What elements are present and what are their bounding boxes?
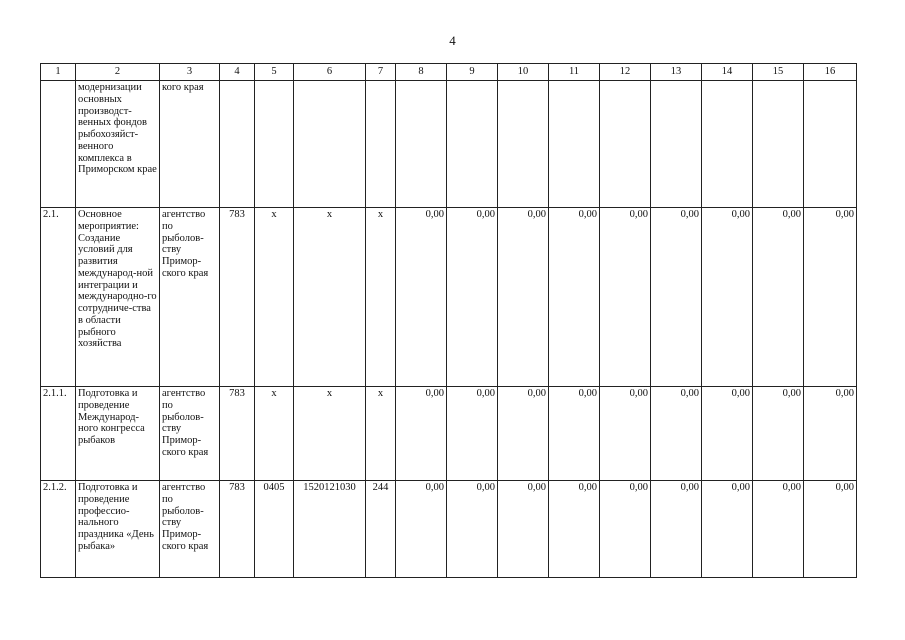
value-cell: 0,00	[549, 481, 600, 578]
column-header: 4	[220, 64, 255, 81]
value-cell: 0,00	[702, 208, 753, 387]
value-cell: 0,00	[396, 387, 447, 481]
column-header: 15	[753, 64, 804, 81]
header-row	[41, 64, 857, 81]
value-cell	[600, 81, 651, 208]
value-cell: 0,00	[447, 208, 498, 387]
code-cell: х	[294, 387, 366, 481]
value-cell	[549, 81, 600, 208]
code-cell: х	[255, 387, 294, 481]
code-cell: 0405	[255, 481, 294, 578]
value-cell: 0,00	[600, 481, 651, 578]
column-header: 14	[702, 64, 753, 81]
column-header: 9	[447, 64, 498, 81]
value-cell	[498, 81, 549, 208]
item-executor: агентство по рыболов-ству Примор-ского края	[160, 208, 220, 387]
value-cell: 0,00	[498, 481, 549, 578]
code-cell: х	[255, 208, 294, 387]
column-header: 5	[255, 64, 294, 81]
value-cell: 0,00	[651, 208, 702, 387]
value-cell	[396, 81, 447, 208]
code-cell: 244	[366, 481, 396, 578]
value-cell: 0,00	[702, 481, 753, 578]
column-header: 13	[651, 64, 702, 81]
item-executor: кого края	[160, 81, 220, 208]
table-row	[41, 81, 857, 208]
code-cell: х	[366, 387, 396, 481]
column-header: 1	[41, 64, 76, 81]
code-cell	[294, 81, 366, 208]
column-header: 3	[160, 64, 220, 81]
item-number	[41, 81, 76, 208]
value-cell	[651, 81, 702, 208]
column-header: 10	[498, 64, 549, 81]
item-executor: агентство по рыболов-ству Примор-ского края	[160, 387, 220, 481]
value-cell: 0,00	[753, 481, 804, 578]
value-cell: 0,00	[753, 208, 804, 387]
code-cell: 783	[220, 387, 255, 481]
code-cell	[220, 81, 255, 208]
value-cell: 0,00	[396, 208, 447, 387]
value-cell: 0,00	[651, 481, 702, 578]
value-cell: 0,00	[447, 481, 498, 578]
value-cell: 0,00	[651, 387, 702, 481]
value-cell: 0,00	[600, 208, 651, 387]
value-cell: 0,00	[804, 481, 857, 578]
column-header: 6	[294, 64, 366, 81]
value-cell: 0,00	[396, 481, 447, 578]
column-header: 2	[76, 64, 160, 81]
item-title: модернизации основных производст-венных фондов рыбохозяйст-венного комплекса в Приморском крае	[76, 81, 160, 208]
code-cell: 783	[220, 481, 255, 578]
value-cell: 0,00	[600, 387, 651, 481]
value-cell: 0,00	[498, 208, 549, 387]
value-cell	[702, 81, 753, 208]
code-cell: х	[366, 208, 396, 387]
value-cell	[447, 81, 498, 208]
table-row	[41, 387, 857, 481]
item-title: Основное мероприятие: Создание условий для развития международ-ной интеграции и международно-го сотрудниче-ства в области рыбного хозяйства	[76, 208, 160, 387]
value-cell: 0,00	[804, 208, 857, 387]
column-header: 12	[600, 64, 651, 81]
code-cell	[255, 81, 294, 208]
value-cell: 0,00	[702, 387, 753, 481]
value-cell	[804, 81, 857, 208]
value-cell: 0,00	[447, 387, 498, 481]
value-cell: 0,00	[753, 387, 804, 481]
code-cell: х	[294, 208, 366, 387]
code-cell	[366, 81, 396, 208]
value-cell: 0,00	[498, 387, 549, 481]
value-cell: 0,00	[549, 387, 600, 481]
budget-table	[40, 63, 857, 578]
code-cell: 783	[220, 208, 255, 387]
table-row	[41, 481, 857, 578]
column-header: 7	[366, 64, 396, 81]
code-cell: 1520121030	[294, 481, 366, 578]
table-row	[41, 208, 857, 387]
value-cell	[753, 81, 804, 208]
item-number: 2.1.1.	[41, 387, 76, 481]
page-number: 4	[449, 33, 456, 48]
item-title: Подготовка и проведение Международ-ного конгресса рыбаков	[76, 387, 160, 481]
column-header: 11	[549, 64, 600, 81]
item-number: 2.1.	[41, 208, 76, 387]
value-cell: 0,00	[804, 387, 857, 481]
value-cell: 0,00	[549, 208, 600, 387]
column-header: 16	[804, 64, 857, 81]
item-number: 2.1.2.	[41, 481, 76, 578]
column-header: 8	[396, 64, 447, 81]
item-title: Подготовка и проведение профессио-нального праздника «День рыбака»	[76, 481, 160, 578]
item-executor: агентство по рыболов-ству Примор-ского края	[160, 481, 220, 578]
